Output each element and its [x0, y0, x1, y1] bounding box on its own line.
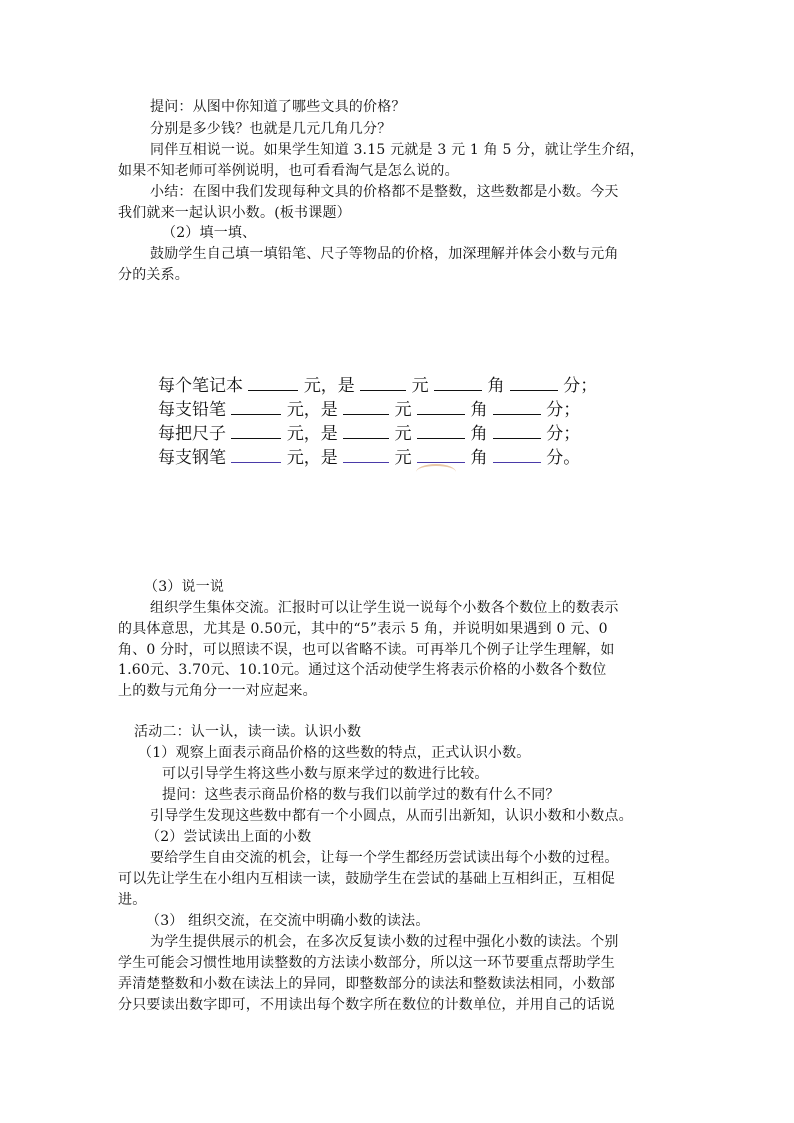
item-label: 每支铅笔	[158, 400, 226, 420]
paragraph-line: 分只要读出数字即可，不用读出每个数字所在数位的计数单位，并用自己的话说	[118, 997, 615, 1013]
item-label: 每支钢笔	[158, 448, 226, 468]
blank-field	[360, 374, 406, 391]
fill-row	[158, 374, 597, 398]
item-label: 每个笔记本	[158, 376, 243, 396]
paragraph-line: 组织学生集体交流。汇报时可以让学生说一说每个小数各个数位上的数表示	[150, 600, 619, 616]
blank-field	[434, 374, 482, 391]
fen-label: 分；	[546, 400, 581, 420]
paragraph-line: 如果不知老师可举例说明，也可看看淘气是怎么说的。	[118, 163, 459, 179]
section-heading: （2）尝试读出上面的小数	[146, 829, 312, 845]
blank-field	[343, 398, 389, 415]
paragraph-line: 可以先让学生在小组内互相读一读，鼓励学生在尝试的基础上互相纠正，互相促	[118, 871, 615, 887]
blank-field	[510, 374, 558, 391]
blank-field	[343, 422, 389, 439]
item-label: 每把尺子	[158, 424, 226, 444]
paragraph-line: 可以引导学生将这些小数与原来学过的数进行比较。	[162, 766, 489, 782]
yuan-label: 元	[394, 448, 412, 468]
blank-field	[417, 446, 465, 463]
fill-row	[158, 422, 580, 446]
paragraph-line: 要给学生自由交流的机会，让每一个学生都经历尝试读出每个小数的过程。	[150, 850, 619, 866]
paragraph-line: 为学生提供展示的机会，在多次反复读小数的过程中强化小数的读法。个别	[150, 934, 619, 950]
yuan-label: 元，是	[286, 424, 338, 444]
blank-field	[493, 422, 541, 439]
paragraph-line: 小结：在图中我们发现每种文具的价格都不是整数，这些数都是小数。今天	[150, 184, 619, 200]
fill-in-figure	[158, 370, 628, 480]
fen-label: 分；	[563, 376, 598, 396]
fen-label: 分。	[546, 448, 581, 468]
blank-field	[231, 422, 281, 439]
section-heading: （2）填一填、	[162, 225, 257, 241]
yuan-label: 元，是	[286, 400, 338, 420]
blank-field	[231, 398, 281, 415]
paragraph-line: 提问：这些表示商品价格的数与我们以前学过的数有什么不同？	[162, 787, 560, 803]
paragraph-line: 角、0 分时，可以照读不误，也可以省略不读。可再举几个例子让学生理解，如	[118, 642, 615, 658]
section-heading: 活动二：认一认，读一读。认识小数	[134, 724, 362, 740]
paragraph-line: 学生可能会习惯性地用读整数的方法读小数部分，所以这一环节要重点帮助学生	[118, 955, 615, 971]
paragraph-line: 我们就来一起认识小数。(板书课题）	[118, 205, 351, 221]
fill-row	[158, 398, 580, 422]
paragraph-line: 1.60元、3.70元、10.10元。通过这个活动使学生将表示价格的小数各个数位	[118, 662, 607, 678]
paragraph-line: 同伴互相说一说。如果学生知道 3.15 元就是 3 元 1 角 5 分，就让学生介绍，	[150, 142, 645, 158]
blank-field	[248, 374, 298, 391]
paragraph-line: 的具体意思，尤其是 0.50元，其中的“5”表示 5 角，并说明如果遇到 0 元、0	[118, 621, 608, 637]
paragraph-line: 提问：从图中你知道了哪些文具的价格？	[150, 99, 406, 115]
scan-mark	[416, 464, 456, 480]
blank-field	[417, 398, 465, 415]
yuan-label: 元	[411, 376, 429, 396]
paragraph-line: 分的关系。	[118, 267, 189, 283]
blank-field	[493, 398, 541, 415]
yuan-label: 元，是	[303, 376, 355, 396]
paragraph-line: 引导学生发现这些数中都有一个小圆点，从而引出新知，认识小数和小数点。	[150, 808, 633, 824]
yuan-label: 元	[394, 400, 412, 420]
jiao-label: 角	[487, 376, 505, 396]
blank-field	[231, 446, 281, 463]
jiao-label: 角	[470, 400, 488, 420]
yuan-label: 元，是	[286, 448, 338, 468]
blank-field	[493, 446, 541, 463]
blank-field	[417, 422, 465, 439]
fen-label: 分；	[546, 424, 581, 444]
blank-field	[343, 446, 389, 463]
section-heading: （1）观察上面表示商品价格的这些数的特点，正式认识小数。	[138, 745, 531, 761]
paragraph-line: 上的数与元角分一一对应起来。	[118, 683, 317, 699]
yuan-label: 元	[394, 424, 412, 444]
paragraph-line: 鼓励学生自己填一填铅笔、尺子等物品的价格，加深理解并体会小数与元角	[150, 246, 619, 262]
jiao-label: 角	[470, 448, 488, 468]
paragraph-line: 分别是多少钱？也就是几元几角几分？	[150, 121, 392, 137]
section-heading: （3） 组织交流，在交流中明确小数的读法。	[146, 913, 430, 929]
fill-row	[158, 446, 580, 470]
jiao-label: 角	[470, 424, 488, 444]
paragraph-line: 弄清楚整数和小数在读法上的异同，即整数部分的读法和整数读法相同，小数部	[118, 976, 615, 992]
paragraph-line: 进。	[118, 892, 147, 908]
section-heading: （3）说一说	[144, 579, 225, 595]
